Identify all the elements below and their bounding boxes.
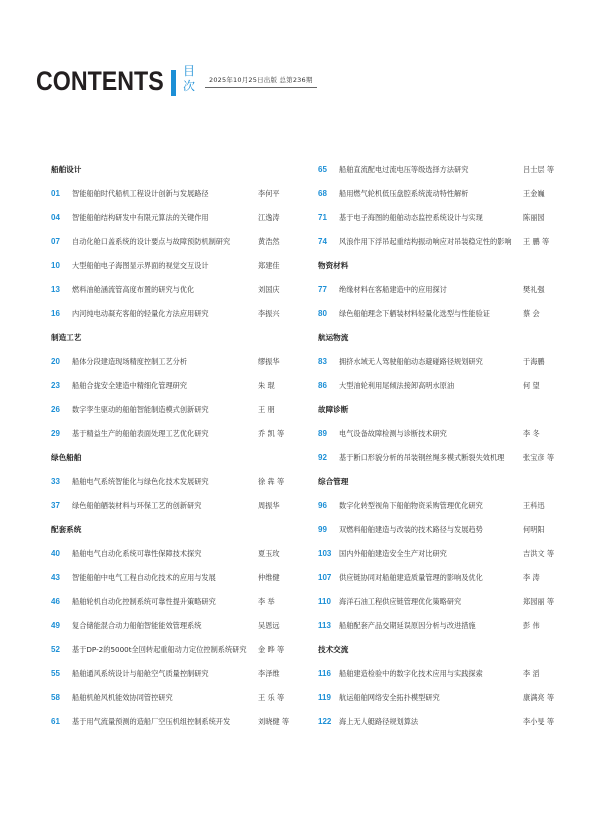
toc-entry	[318, 182, 562, 206]
article-author: 朱 琨	[258, 381, 275, 390]
article-title: 数字孪生驱动的船舶智能制造模式创新研究	[72, 405, 209, 414]
article-author: 郑园丽 等	[523, 597, 555, 606]
article-title: 基于断口形貌分析的吊装钢丝绳多模式断裂失效机理	[339, 453, 505, 462]
page-number: 33	[51, 477, 60, 486]
article-author: 李小旻 等	[523, 717, 555, 726]
section-heading: 制造工艺	[51, 333, 82, 342]
page-number: 13	[51, 285, 60, 294]
toc-entry	[318, 374, 562, 398]
left-column	[51, 158, 308, 734]
page-number: 122	[318, 717, 332, 726]
article-author: 王 鹏 等	[523, 237, 550, 246]
toc-entry	[51, 470, 308, 494]
article-author: 吴恩远	[258, 621, 280, 630]
toc-entry	[318, 278, 562, 302]
toc-entry	[51, 206, 308, 230]
page-number: 107	[318, 573, 332, 582]
toc-entry	[318, 710, 562, 734]
page-number: 37	[51, 501, 60, 510]
article-author: 陈丽园	[523, 213, 545, 222]
page-number: 96	[318, 501, 327, 510]
toc-entry	[318, 590, 562, 614]
page-number: 58	[51, 693, 60, 702]
page-number: 83	[318, 357, 327, 366]
toc-entry	[318, 350, 562, 374]
article-title: 国内外船舶建造安全生产对比研究	[339, 549, 447, 558]
article-author: 吕士层 等	[523, 165, 555, 174]
article-author: 乔 凯 等	[258, 429, 285, 438]
issue-info: 2025年10月25日出版 总第236期	[209, 76, 313, 84]
article-author: 吉洪文 等	[523, 549, 555, 558]
header	[0, 0, 612, 110]
article-title: 海洋石油工程供应链管理优化策略研究	[339, 597, 462, 606]
page-number: 89	[318, 429, 327, 438]
article-author: 缪振华	[258, 357, 280, 366]
section-heading: 物资材料	[318, 261, 349, 270]
page-number: 74	[318, 237, 327, 246]
toc-entry	[51, 278, 308, 302]
page-number: 49	[51, 621, 60, 630]
page-number: 04	[51, 213, 60, 222]
article-title: 绿色船舶理念下舾装材料轻量化选型与性能验证	[339, 309, 490, 318]
article-title: 绿色船舶舾装材料与环保工艺的创新研究	[72, 501, 202, 510]
toc-entry	[318, 422, 562, 446]
article-title: 基于DP-2的5000t全回转起重船动力定位控制系统研究	[72, 645, 247, 654]
article-title: 智能船舶结构研发中有限元算法的关键作用	[72, 213, 209, 222]
article-title: 风浪作用下浮吊起重结构振动响应对吊装稳定性的影响	[339, 237, 512, 246]
toc-entry	[318, 302, 562, 326]
article-author: 李何平	[258, 189, 280, 198]
article-title: 供应链协同对船舶建造质量管理的影响及优化	[339, 573, 483, 582]
toc-entry	[318, 494, 562, 518]
article-title: 船舶通风系统设计与船舱空气质量控制研究	[72, 669, 209, 678]
article-title: 智能船舶时代船机工程设计创新与发展路径	[72, 189, 209, 198]
page-number: 92	[318, 453, 327, 462]
toc-entry	[318, 446, 562, 470]
article-author: 李泽维	[258, 669, 280, 678]
page-number: 61	[51, 717, 60, 726]
article-title: 基于精益生产的船舶表面处理工艺优化研究	[72, 429, 209, 438]
toc-entry	[318, 542, 562, 566]
section-heading: 技术交流	[318, 645, 349, 654]
article-title: 船舶建造检验中的数字化技术应用与实践探索	[339, 669, 483, 678]
article-author: 何明阳	[523, 525, 545, 534]
article-title: 基于用气流量预测的造船厂空压机组控制系统开发	[72, 717, 231, 726]
page-number: 29	[51, 429, 60, 438]
article-author: 何 望	[523, 381, 540, 390]
article-title: 自动化舱口盖系统的设计要点与故障预防机制研究	[72, 237, 231, 246]
section-heading: 船舶设计	[51, 165, 82, 174]
toc-entry	[51, 590, 308, 614]
toc-entry	[318, 614, 562, 638]
toc-entry	[318, 566, 562, 590]
article-author: 金 晔 等	[258, 645, 285, 654]
article-author: 李 冬	[523, 429, 540, 438]
article-title: 智能船舶中电气工程自动化技术的应用与发展	[72, 573, 216, 582]
article-author: 王 朋	[258, 405, 275, 414]
page-number: 86	[318, 381, 327, 390]
toc-entry	[318, 662, 562, 686]
article-author: 仲维健	[258, 573, 280, 582]
page-number: 80	[318, 309, 327, 318]
article-title: 船舶配套产品交期延误原因分析与改进措施	[339, 621, 476, 630]
toc-entry	[51, 566, 308, 590]
page-number: 10	[51, 261, 60, 270]
page-number: 07	[51, 237, 60, 246]
article-title: 大型船舶电子海图显示界面的视觉交互设计	[72, 261, 209, 270]
page-number: 26	[51, 405, 60, 414]
toc-entry	[318, 518, 562, 542]
page-number: 68	[318, 189, 327, 198]
toc-entry	[51, 350, 308, 374]
article-title: 船舶机舱风机能效协同管控研究	[72, 693, 173, 702]
toc-entry	[51, 398, 308, 422]
toc-entry	[51, 614, 308, 638]
contents-logo: CONTENTS	[36, 66, 164, 96]
article-author: 江逸涛	[258, 213, 280, 222]
article-author: 李 涛	[523, 573, 540, 582]
article-title: 绝缘材料在客船建造中的应用探讨	[339, 285, 447, 294]
article-title: 大型油轮利用尾倾法接卸高明水原油	[339, 381, 455, 390]
page-number: 65	[318, 165, 327, 174]
article-author: 黄浩然	[258, 237, 280, 246]
toc-entry	[51, 686, 308, 710]
toc-entry	[318, 206, 562, 230]
page-number: 103	[318, 549, 332, 558]
article-title: 海上无人艇路径规划算法	[339, 717, 419, 726]
article-author: 彭 伟	[523, 621, 540, 630]
article-title: 船用燃气轮机低压盘腔系统流动特性解析	[339, 189, 469, 198]
article-author: 王科迅	[523, 501, 545, 510]
article-author: 刘国庆	[258, 285, 280, 294]
toc-entry	[51, 662, 308, 686]
article-author: 郑建佳	[258, 261, 280, 270]
page-number: 110	[318, 597, 331, 606]
article-author: 李 举	[258, 597, 275, 606]
toc-entry	[51, 422, 308, 446]
section-heading: 航运物流	[318, 333, 349, 342]
toc-entry	[51, 254, 308, 278]
article-title: 船体分段建造现场精度控制工艺分析	[72, 357, 188, 366]
toc-entry	[51, 230, 308, 254]
toc-entry	[51, 638, 308, 662]
page-number: 52	[51, 645, 60, 654]
toc-entry	[51, 494, 308, 518]
article-title: 数字化转型视角下船舶物资采购管理优化研究	[339, 501, 483, 510]
page-number: 20	[51, 357, 60, 366]
article-title: 船舶电气系统智能化与绿色化技术发展研究	[72, 477, 209, 486]
article-author: 张宝彦 等	[523, 453, 555, 462]
article-title: 船舶轮机自动化控制系统可靠性提升策略研究	[72, 597, 216, 606]
toc-entry	[318, 158, 562, 182]
section-heading: 配套系统	[51, 525, 82, 534]
article-title: 燃料油舱涵流管高度布置的研究与优化	[72, 285, 195, 294]
section-heading: 综合管理	[318, 477, 349, 486]
page-number: 46	[51, 597, 60, 606]
article-author: 康满亮 等	[523, 693, 555, 702]
article-author: 樊礼强	[523, 285, 545, 294]
article-author: 夏玉玫	[258, 549, 280, 558]
article-author: 周振华	[258, 501, 280, 510]
section-heading: 故障诊断	[318, 405, 349, 414]
logo-accent-bar	[171, 70, 176, 96]
article-title: 双燃料船舶建造与改装的技术路径与发展趋势	[339, 525, 483, 534]
article-author: 王 乐 等	[258, 693, 285, 702]
section-heading: 绿色船舶	[51, 453, 82, 462]
page-number: 71	[318, 213, 327, 222]
mulu-label: 目次	[182, 64, 195, 93]
article-title: 船舶合拢安全建造中精细化管理研究	[72, 381, 188, 390]
page-number: 40	[51, 549, 60, 558]
header-rule	[205, 87, 317, 88]
toc-entry	[51, 542, 308, 566]
page-number: 43	[51, 573, 60, 582]
right-column	[318, 158, 562, 734]
toc-entry	[318, 230, 562, 254]
toc-entry	[51, 182, 308, 206]
page-number: 113	[318, 621, 331, 630]
page-number: 01	[51, 189, 60, 198]
toc-entry	[51, 710, 308, 734]
article-author: 刘晓健 等	[258, 717, 290, 726]
article-author: 于海鹏	[523, 357, 545, 366]
article-title: 船舶直流配电过流电压等级选择方法研究	[339, 165, 469, 174]
article-author: 李 滔	[523, 669, 540, 678]
toc-entry	[51, 302, 308, 326]
article-title: 电气设备故障检测与诊断技术研究	[339, 429, 447, 438]
toc-entry	[318, 686, 562, 710]
page-number: 77	[318, 285, 327, 294]
article-author: 蔡 会	[523, 309, 540, 318]
article-title: 复合储能混合动力船舶智能能效管理系统	[72, 621, 202, 630]
article-author: 王金巍	[523, 189, 545, 198]
article-title: 航运船舶网络安全拓扑模型研究	[339, 693, 440, 702]
article-title: 船舶电气自动化系统可靠性保障技术探究	[72, 549, 202, 558]
article-author: 李振兴	[258, 309, 280, 318]
page-number: 55	[51, 669, 60, 678]
page-number: 119	[318, 693, 331, 702]
page-number: 16	[51, 309, 60, 318]
page-number: 116	[318, 669, 331, 678]
toc-entry	[51, 374, 308, 398]
page-number: 99	[318, 525, 327, 534]
article-title: 基于电子海图的船舶动态监控系统设计与实现	[339, 213, 483, 222]
article-title: 内河纯电动凝充客船的轻量化方法应用研究	[72, 309, 209, 318]
article-author: 徐 犇 等	[258, 477, 285, 486]
page-number: 23	[51, 381, 60, 390]
article-title: 拥挤水域无人驾驶船舶动态避碰路径规划研究	[339, 357, 483, 366]
